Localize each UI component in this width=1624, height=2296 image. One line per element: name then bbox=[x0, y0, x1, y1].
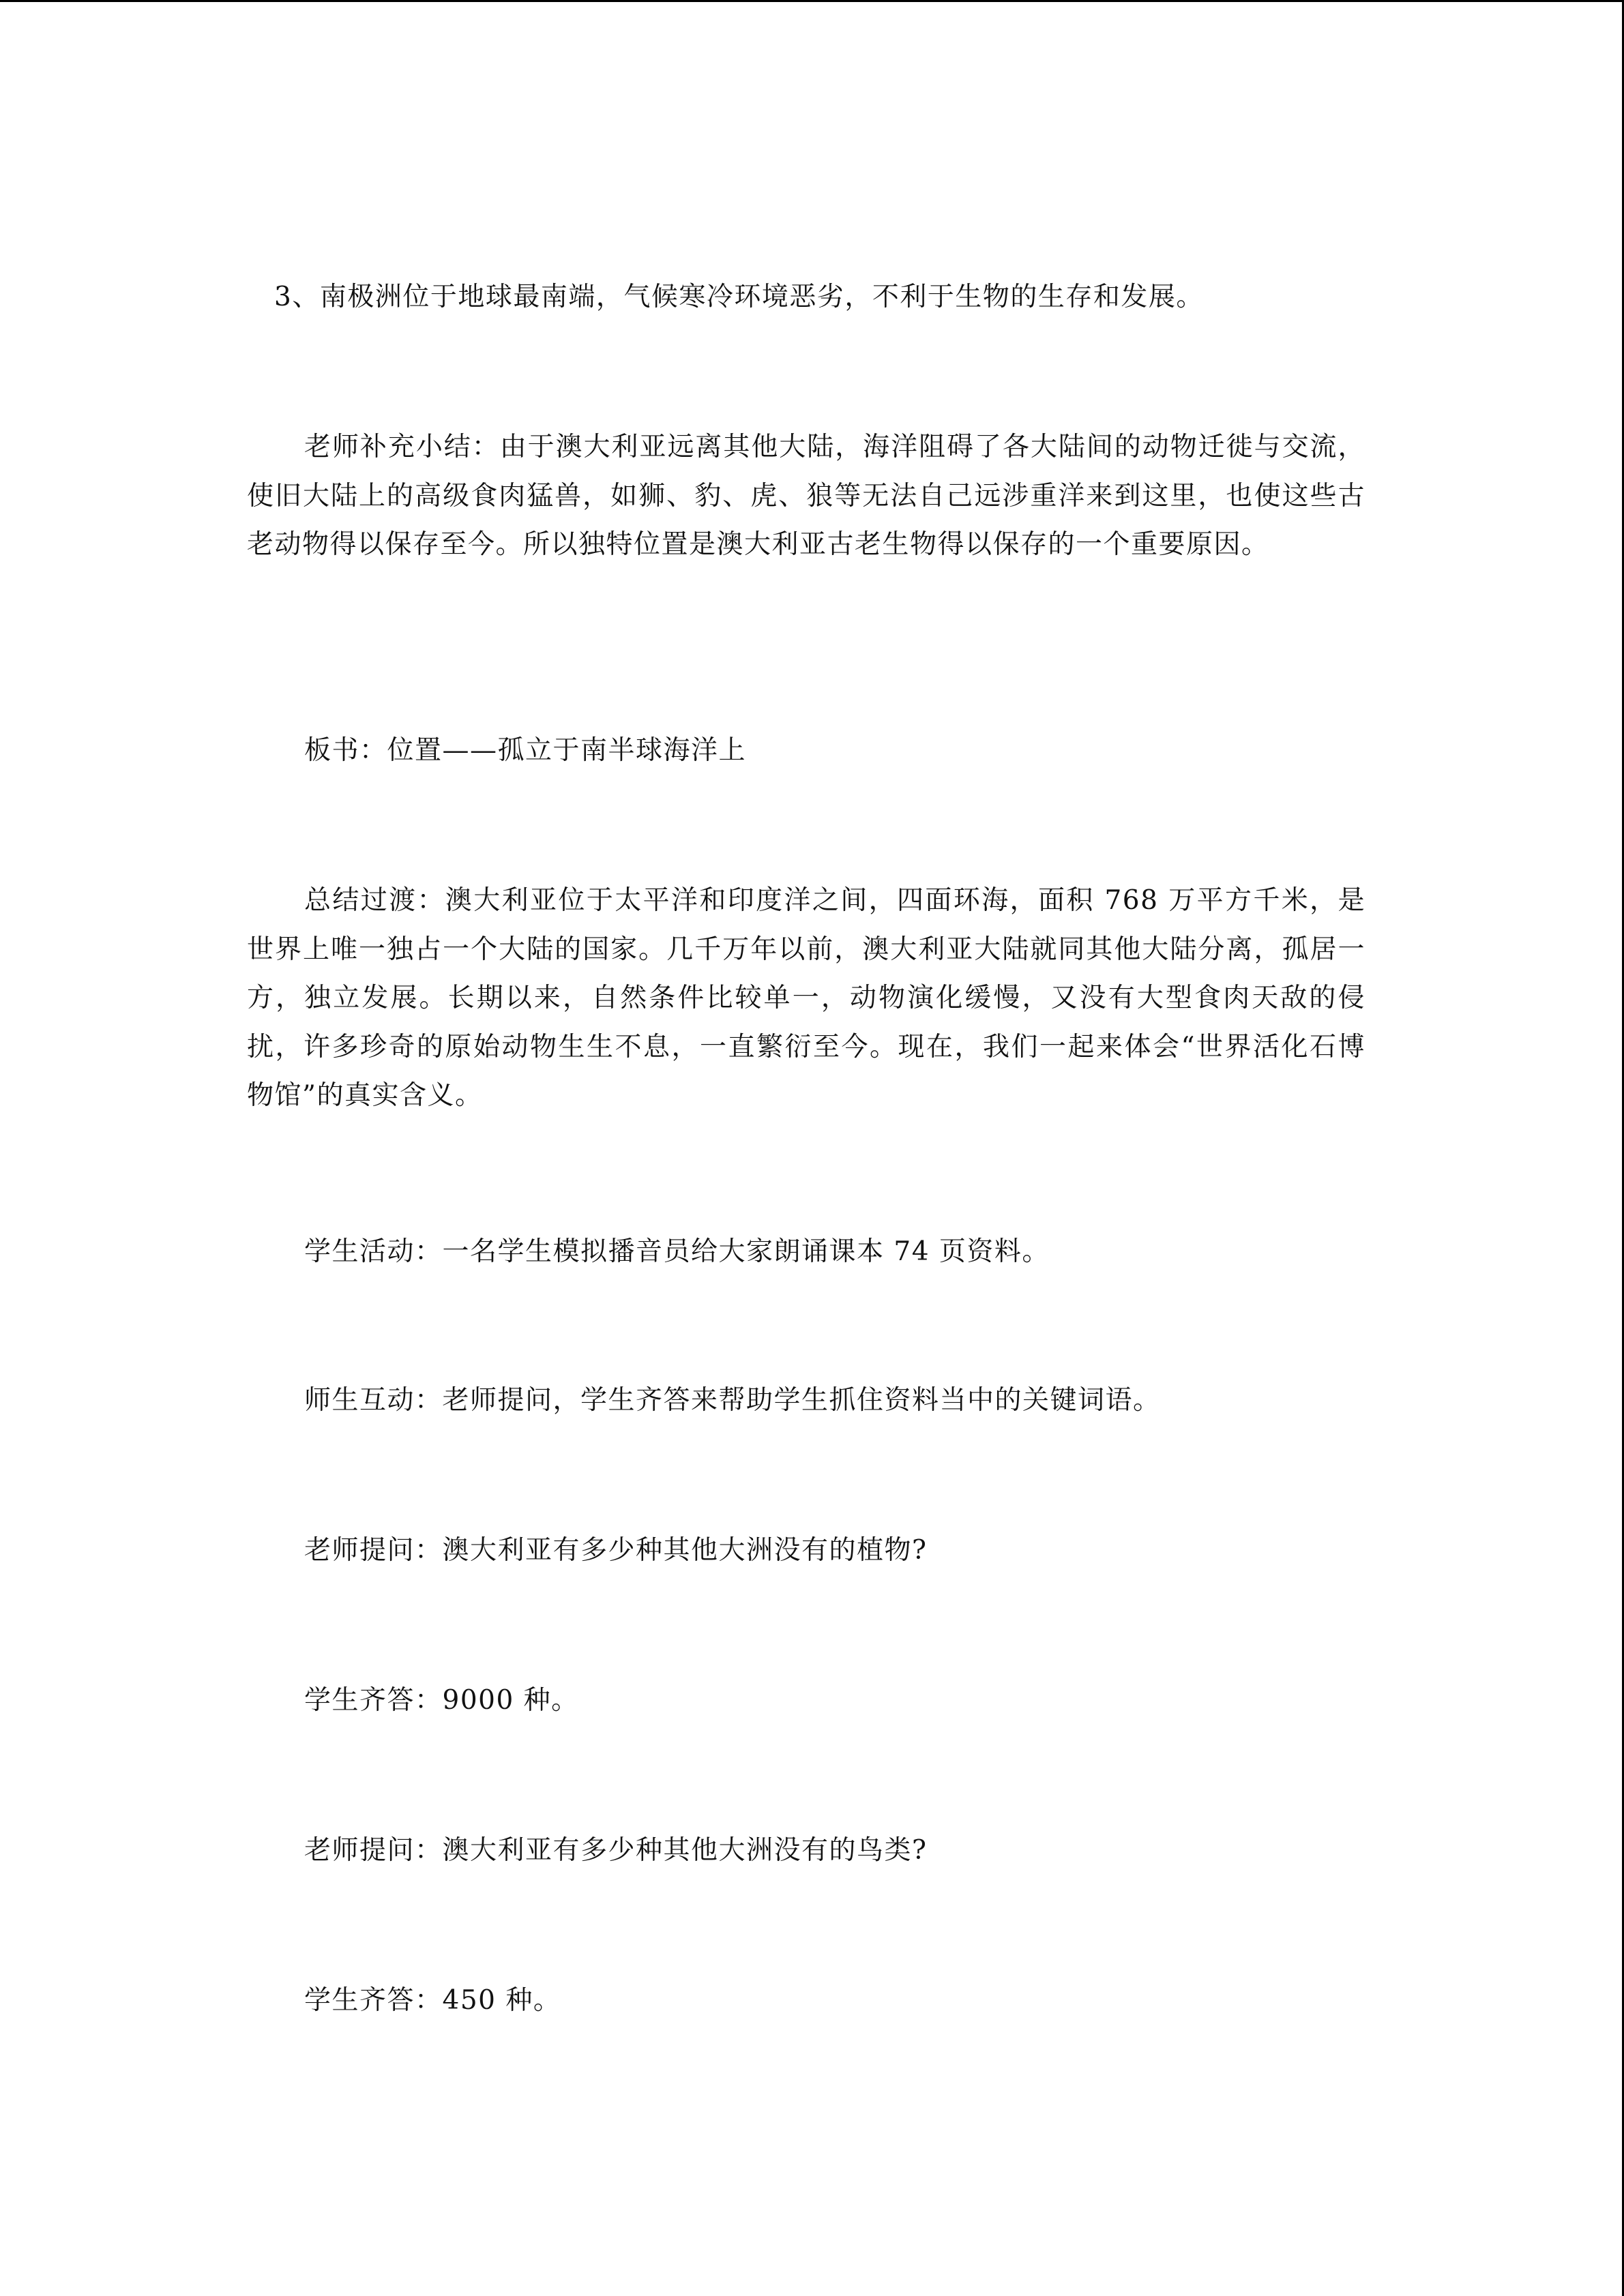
paragraph-transition-summary: 总结过渡：澳大利亚位于太平洋和印度洋之间，四面环海，面积 768 万平方千米，是世界上唯一独占一个大陆的国家。几千万年以前，澳大利亚大陆就同其他大陆分离，孤居一方，独立发展。长期以来，自然条件比较单一，动物演化缓慢，又没有大型食肉天敌的侵扰，许多珍奇的原始动物生生不息，一直繁衍至今。现在，我们一起来体会“世界活化石博物馆”的真实含义。 bbox=[247, 885, 1365, 1111]
paragraph-antarctica-note: 3、南极洲位于地球最南端，气候寒冷环境恶劣，不利于生物的生存和发展。 bbox=[274, 282, 1204, 312]
paragraph-blackboard-note: 板书：位置——孤立于南半球海洋上 bbox=[304, 735, 747, 766]
paragraph-question-birds: 老师提问：澳大利亚有多少种其他大洲没有的鸟类? bbox=[304, 1835, 928, 1866]
paragraph-question-plants: 老师提问：澳大利亚有多少种其他大洲没有的植物? bbox=[304, 1535, 928, 1566]
paragraph-answer-plants: 学生齐答：9000 种。 bbox=[304, 1685, 579, 1716]
paragraph-student-activity: 学生活动：一名学生模拟播音员给大家朗诵课本 74 页资料。 bbox=[304, 1236, 1050, 1267]
paragraph-teacher-summary: 老师补充小结：由于澳大利亚远离其他大陆，海洋阻碍了各大陆间的动物迁徙与交流，使旧大陆上的高级食肉猛兽，如狮、豹、虎、狼等无法自己远涉重洋来到这里，也使这些古老动物得以保存至今。所以独特位置是澳大利亚古老生物得以保存的一个重要原因。 bbox=[247, 432, 1365, 560]
paragraph-teacher-student-interaction: 师生互动：老师提问，学生齐答来帮助学生抓住资料当中的关键词语。 bbox=[304, 1385, 1161, 1416]
paragraph-answer-birds: 学生齐答：450 种。 bbox=[304, 1985, 561, 2016]
